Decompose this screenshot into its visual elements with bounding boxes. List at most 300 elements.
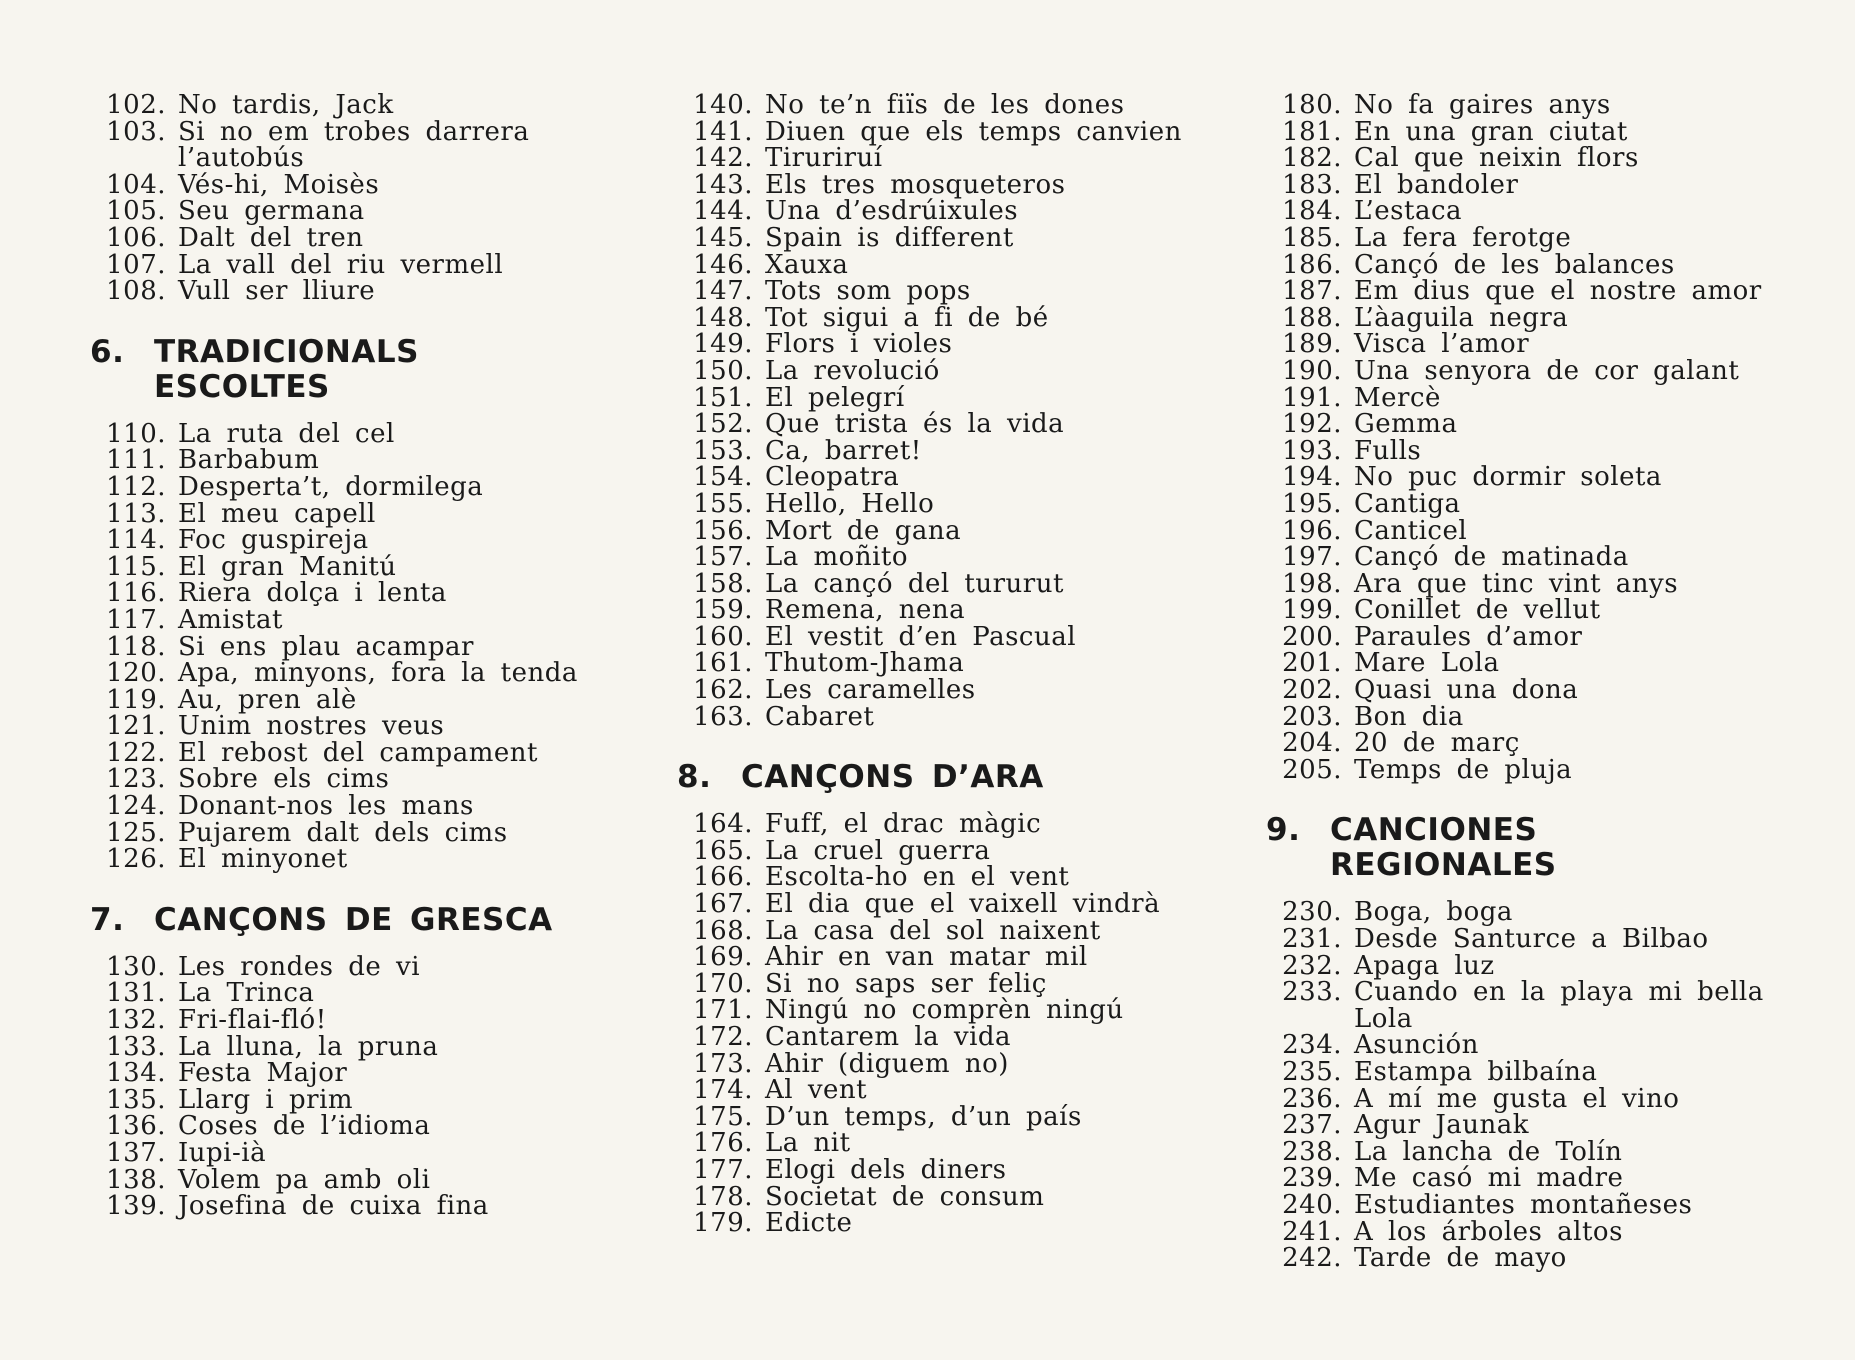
- song-number: 183.: [1282, 169, 1342, 200]
- song-title: Ahir (diguem no): [765, 1048, 1009, 1079]
- song-number: 104.: [106, 169, 166, 200]
- song-number: 165.: [693, 835, 753, 866]
- song-title: Que trista és la vida: [765, 409, 1065, 440]
- song-number: 118.: [106, 631, 166, 662]
- song-number: 205.: [1282, 754, 1342, 785]
- song-entry: [1266, 116, 1766, 147]
- song-number: 176.: [693, 1128, 753, 1159]
- section-heading: [90, 335, 610, 405]
- song-title: Vull ser lliure: [178, 276, 376, 307]
- song-entry: [90, 1031, 610, 1062]
- song-title: A mí me gusta el vino: [1354, 1083, 1680, 1114]
- song-entry: [90, 1140, 610, 1167]
- song-entry: [677, 1154, 1197, 1185]
- song-entry: [1266, 926, 1766, 953]
- song-number: 242.: [1282, 1243, 1342, 1274]
- song-entry: [1266, 597, 1766, 624]
- song-title: Ara que tinc vint anys: [1354, 568, 1679, 599]
- song-number: 121.: [106, 711, 166, 742]
- song-title: Apaga luz: [1354, 950, 1495, 981]
- song-number: 200.: [1282, 621, 1342, 652]
- song-entry: [1266, 568, 1766, 599]
- song-entry: [90, 116, 610, 174]
- song-entry: [90, 660, 610, 687]
- section-title: TRADICIONALS ESCOLTES: [154, 333, 419, 405]
- song-entry: [1266, 169, 1766, 200]
- song-number: 112.: [106, 471, 166, 502]
- song-entry: [677, 811, 1197, 838]
- song-number: 113.: [106, 498, 166, 529]
- song-entry: [677, 435, 1197, 466]
- song-number: 234.: [1282, 1030, 1342, 1061]
- section-heading: [677, 760, 1197, 795]
- song-title: Canticel: [1354, 515, 1468, 546]
- song-entry: [90, 551, 610, 582]
- song-title: A los árboles altos: [1354, 1216, 1623, 1247]
- song-title: No fa gaires anys: [1354, 90, 1611, 120]
- song-entry: [677, 302, 1197, 333]
- song-title: Escolta-ho en el vent: [765, 862, 1070, 893]
- song-entry: [90, 222, 610, 253]
- song-title: Hello, Hello: [765, 488, 935, 519]
- song-number: 231.: [1282, 924, 1342, 955]
- song-number: 193.: [1282, 435, 1342, 466]
- song-title: El vestit d’en Pascual: [765, 621, 1077, 652]
- song-number: 162.: [693, 675, 753, 706]
- song-entry: [1266, 92, 1766, 119]
- song-entry: [1266, 435, 1766, 466]
- song-entry: [90, 278, 610, 305]
- song-entry: [1266, 730, 1766, 757]
- song-title: Boga, boga: [1354, 897, 1513, 928]
- song-title: Paraules d’amor: [1354, 621, 1583, 652]
- song-entry: [1266, 899, 1766, 926]
- song-entry: [677, 222, 1197, 253]
- song-entry: [677, 249, 1197, 280]
- section-title: CANCIONES REGIONALES: [1330, 812, 1557, 884]
- song-number: 136.: [106, 1111, 166, 1142]
- song-entry: [1266, 544, 1766, 571]
- song-title: La lluna, la pruna: [178, 1031, 439, 1062]
- song-number: 145.: [693, 222, 753, 253]
- song-title: No puc dormir soleta: [1354, 462, 1662, 493]
- song-entry: [677, 997, 1197, 1024]
- song-number: 135.: [106, 1084, 166, 1115]
- song-number: 144.: [693, 196, 753, 227]
- song-number: 111.: [106, 445, 166, 476]
- song-number: 177.: [693, 1154, 753, 1185]
- song-entry: [1266, 1165, 1766, 1192]
- section-number: 6.: [90, 333, 125, 370]
- song-entry: [677, 169, 1197, 200]
- song-title: Amistat: [178, 604, 283, 635]
- song-number: 174.: [693, 1075, 753, 1106]
- song-entry: [677, 864, 1197, 891]
- song-entry: [677, 650, 1197, 677]
- song-number: 119.: [106, 684, 166, 715]
- song-number: 171.: [693, 995, 753, 1026]
- song-number: 190.: [1282, 355, 1342, 386]
- song-number: 204.: [1282, 728, 1342, 759]
- song-entry: [90, 169, 610, 200]
- song-title: El minyonet: [178, 844, 348, 875]
- song-title: Mort de gana: [765, 515, 962, 546]
- song-number: 115.: [106, 551, 166, 582]
- song-entry: [90, 92, 610, 119]
- song-number: 123.: [106, 764, 166, 795]
- song-number: 140.: [693, 90, 753, 120]
- song-title: Thutom-Jhama: [765, 648, 965, 679]
- song-number: 233.: [1282, 977, 1342, 1008]
- song-number: 146.: [693, 249, 753, 280]
- song-entry: [1266, 1083, 1766, 1114]
- song-number: 163.: [693, 701, 753, 732]
- song-title: Asunción: [1354, 1030, 1479, 1061]
- song-number: 173.: [693, 1048, 753, 1079]
- song-title: El gran Manitú: [178, 551, 397, 582]
- section-title: CANÇONS D’ARA: [741, 759, 1044, 796]
- song-number: 132.: [106, 1005, 166, 1036]
- song-number: 143.: [693, 169, 753, 200]
- song-entry: [1266, 621, 1766, 652]
- song-number: 238.: [1282, 1136, 1342, 1167]
- song-title: Al vent: [765, 1075, 868, 1106]
- song-title: Si ens plau acampar: [178, 631, 474, 662]
- song-title: Gemma: [1354, 409, 1458, 440]
- song-entry: [677, 411, 1197, 438]
- song-entry: [1266, 464, 1766, 491]
- song-title: Au, pren alè: [178, 684, 357, 715]
- song-entry: [1266, 302, 1766, 333]
- song-number: 182.: [1282, 143, 1342, 174]
- song-number: 187.: [1282, 276, 1342, 307]
- song-entry: [90, 793, 610, 820]
- song-entry: [90, 604, 610, 635]
- song-entry: [90, 198, 610, 225]
- song-title: Ca, barret!: [765, 435, 922, 466]
- song-number: 164.: [693, 809, 753, 840]
- song-title: D’un temps, d’un país: [765, 1101, 1082, 1132]
- song-entry: [1266, 1216, 1766, 1247]
- song-number: 154.: [693, 462, 753, 493]
- section-number: 8.: [677, 759, 712, 796]
- song-title: Visca l’amor: [1354, 329, 1530, 360]
- song-entry: [677, 488, 1197, 519]
- song-number: 175.: [693, 1101, 753, 1132]
- song-number: 124.: [106, 791, 166, 822]
- song-entry: [90, 684, 610, 715]
- song-title: L’àaguila negra: [1354, 302, 1569, 333]
- song-number: 158.: [693, 568, 753, 599]
- song-entry: [90, 817, 610, 848]
- song-entry: [1266, 1189, 1766, 1220]
- song-title: La Trinca: [178, 978, 315, 1009]
- song-number: 181.: [1282, 116, 1342, 147]
- song-number: 192.: [1282, 409, 1342, 440]
- section-heading: [1266, 813, 1766, 883]
- song-entry: [677, 92, 1197, 119]
- song-number: 161.: [693, 648, 753, 679]
- song-number: 188.: [1282, 302, 1342, 333]
- song-title: La cançó del tururut: [765, 568, 1064, 599]
- song-entry: [677, 1101, 1197, 1132]
- song-entry: [1266, 198, 1766, 225]
- song-number: 156.: [693, 515, 753, 546]
- song-title: En una gran ciutat: [1354, 116, 1628, 147]
- song-entry: [677, 1024, 1197, 1051]
- song-entry: [677, 915, 1197, 946]
- song-entry: [90, 766, 610, 793]
- song-number: 151.: [693, 382, 753, 413]
- song-title: Els tres mosqueteros: [765, 169, 1066, 200]
- song-number: 232.: [1282, 950, 1342, 981]
- song-number: 142.: [693, 143, 753, 174]
- song-title: Spain is different: [765, 222, 1014, 253]
- song-entry: [677, 355, 1197, 386]
- song-entry: [90, 249, 610, 280]
- song-number: 235.: [1282, 1057, 1342, 1087]
- song-number: 105.: [106, 196, 166, 227]
- song-number: 137.: [106, 1138, 166, 1168]
- song-title: La moñito: [765, 542, 909, 573]
- song-entry: [677, 891, 1197, 918]
- song-number: 169.: [693, 942, 753, 973]
- song-number: 239.: [1282, 1163, 1342, 1194]
- song-title: Cantiga: [1354, 488, 1461, 519]
- song-number: 117.: [106, 604, 166, 635]
- song-number: 147.: [693, 276, 753, 307]
- song-number: 114.: [106, 525, 166, 556]
- song-title: Cal que neixin flors: [1354, 143, 1639, 174]
- song-entry: [677, 835, 1197, 866]
- song-number: 150.: [693, 355, 753, 386]
- song-entry: [90, 527, 610, 554]
- song-entry: [1266, 701, 1766, 732]
- song-number: 179.: [693, 1208, 753, 1239]
- song-title: Bon dia: [1354, 701, 1464, 732]
- song-title: Ahir en van matar mil: [765, 942, 1088, 973]
- song-entry: [90, 951, 610, 982]
- song-number: 202.: [1282, 675, 1342, 706]
- song-entry: [677, 944, 1197, 971]
- song-number: 116.: [106, 578, 166, 609]
- song-number: 170.: [693, 968, 753, 999]
- song-title: La lancha de Tolín: [1354, 1136, 1623, 1167]
- song-number: 201.: [1282, 648, 1342, 679]
- song-title: La vall del riu vermell: [178, 249, 504, 280]
- song-number: 189.: [1282, 329, 1342, 360]
- song-entry: [1266, 1136, 1766, 1167]
- song-title: El meu capell: [178, 498, 376, 529]
- song-number: 198.: [1282, 568, 1342, 599]
- song-title: Tarde de mayo: [1354, 1243, 1567, 1274]
- song-title: Estudiantes montañeses: [1354, 1189, 1693, 1220]
- song-title: Sobre els cims: [178, 764, 390, 795]
- song-title: Desperta’t, dormilega: [178, 471, 484, 502]
- song-number: 138.: [106, 1164, 166, 1195]
- song-number: 196.: [1282, 515, 1342, 546]
- song-entry: [90, 447, 610, 474]
- song-title: El rebost del campament: [178, 737, 538, 768]
- song-title: El bandoler: [1354, 169, 1519, 200]
- song-title: Tots som pops: [765, 276, 971, 307]
- song-entry: [1266, 515, 1766, 546]
- song-number: 103.: [106, 116, 166, 147]
- song-number: 240.: [1282, 1189, 1342, 1220]
- song-entry: [1266, 1032, 1766, 1059]
- song-number: 107.: [106, 249, 166, 280]
- song-number: 108.: [106, 276, 166, 307]
- song-entry: [90, 1084, 610, 1115]
- song-title: Iupi-ià: [178, 1138, 267, 1168]
- song-title: La cruel guerra: [765, 835, 991, 866]
- song-number: 167.: [693, 889, 753, 920]
- song-entry: [677, 331, 1197, 358]
- song-title: Elogi dels diners: [765, 1154, 1007, 1185]
- song-entry: [90, 1113, 610, 1140]
- song-number: 148.: [693, 302, 753, 333]
- song-number: 125.: [106, 817, 166, 848]
- song-title: Fuff, el drac màgic: [765, 809, 1042, 840]
- song-title: Mare Lola: [1354, 648, 1500, 679]
- song-entry: [90, 1007, 610, 1034]
- song-entry: [1266, 249, 1766, 280]
- song-entry: [1266, 411, 1766, 438]
- song-title: Conillet de vellut: [1354, 595, 1601, 626]
- song-entry: [677, 198, 1197, 225]
- song-entry: [677, 382, 1197, 413]
- song-entry: [1266, 979, 1766, 1032]
- song-title: Remena, nena: [765, 595, 966, 626]
- song-number: 122.: [106, 737, 166, 768]
- song-number: 153.: [693, 435, 753, 466]
- song-entry: [90, 713, 610, 740]
- song-title: Cantarem la vida: [765, 1022, 1012, 1052]
- song-entry: [90, 980, 610, 1007]
- song-title: Xauxa: [765, 249, 849, 280]
- song-column-2: [677, 92, 1197, 1237]
- section-number: 9.: [1266, 812, 1301, 849]
- song-number: 102.: [106, 90, 166, 120]
- song-title: Dalt del tren: [178, 222, 364, 253]
- song-entry: [677, 597, 1197, 624]
- song-title: La fera ferotge: [1354, 222, 1572, 253]
- song-entry: [90, 1164, 610, 1195]
- song-number: 141.: [693, 116, 753, 147]
- song-entry: [1266, 1112, 1766, 1139]
- song-number: 159.: [693, 595, 753, 626]
- song-title: Barbabum: [178, 445, 320, 476]
- song-number: 130.: [106, 951, 166, 982]
- song-entry: [677, 1048, 1197, 1079]
- song-number: 185.: [1282, 222, 1342, 253]
- song-number: 195.: [1282, 488, 1342, 519]
- song-number: 194.: [1282, 462, 1342, 493]
- song-title: Foc guspireja: [178, 525, 369, 556]
- section-heading: [90, 903, 610, 938]
- song-entry: [1266, 488, 1766, 519]
- song-entry: [677, 1210, 1197, 1237]
- song-number: 203.: [1282, 701, 1342, 732]
- song-entry: [677, 515, 1197, 546]
- song-title: Societat de consum: [765, 1181, 1045, 1212]
- song-title: No te’n fiïs de les dones: [765, 90, 1125, 120]
- song-title: Tot sigui a fi de bé: [765, 302, 1049, 333]
- song-title: Festa Major: [178, 1058, 348, 1089]
- song-title: Pujarem dalt dels cims: [178, 817, 508, 848]
- song-entry: [1266, 331, 1766, 358]
- song-title: Fri-flai-fló!: [178, 1005, 327, 1036]
- song-number: 149.: [693, 329, 753, 360]
- song-entry: [1266, 650, 1766, 677]
- song-entry: [677, 1181, 1197, 1212]
- song-title: Cabaret: [765, 701, 875, 732]
- song-entry: [90, 631, 610, 662]
- song-title: Si no em trobes darrera l’autobús: [178, 116, 530, 174]
- song-number: 199.: [1282, 595, 1342, 626]
- song-title: Una d’esdrúixules: [765, 196, 1019, 227]
- song-title: Tiruriruí: [765, 143, 883, 174]
- song-title: Mercè: [1354, 382, 1441, 413]
- song-entry: [677, 701, 1197, 732]
- song-title: La revolució: [765, 355, 940, 386]
- song-title: Agur Jaunak: [1354, 1110, 1530, 1141]
- song-number: 166.: [693, 862, 753, 893]
- song-title: Coses de l’idioma: [178, 1111, 431, 1142]
- song-title: Em dius que el nostre amor: [1354, 276, 1762, 307]
- song-number: 237.: [1282, 1110, 1342, 1141]
- song-number: 197.: [1282, 542, 1342, 573]
- song-title: Desde Santurce a Bilbao: [1354, 924, 1709, 955]
- song-entry: [677, 968, 1197, 999]
- song-number: 110.: [106, 418, 166, 449]
- song-number: 178.: [693, 1181, 753, 1212]
- song-number: 186.: [1282, 249, 1342, 280]
- song-entry: [677, 145, 1197, 172]
- song-entry: [677, 621, 1197, 652]
- song-number: 160.: [693, 621, 753, 652]
- song-column-3: [1266, 92, 1766, 1272]
- song-number: 126.: [106, 844, 166, 875]
- song-title: El pelegrí: [765, 382, 905, 413]
- song-title: No tardis, Jack: [178, 90, 394, 120]
- song-number: 230.: [1282, 897, 1342, 928]
- song-entry: [90, 1060, 610, 1087]
- song-title: Apa, minyons, fora la tenda: [178, 658, 578, 689]
- song-title: Les caramelles: [765, 675, 976, 706]
- song-entry: [677, 1077, 1197, 1104]
- song-number: 133.: [106, 1031, 166, 1062]
- song-title: 20 de març: [1354, 728, 1520, 759]
- song-entry: [677, 568, 1197, 599]
- song-title: Riera dolça i lenta: [178, 578, 447, 609]
- song-title: Josefina de cuixa fina: [178, 1191, 489, 1222]
- song-title: Si no saps ser feliç: [765, 968, 1047, 999]
- song-title: Cançó de matinada: [1354, 542, 1629, 573]
- song-title: Donant-nos les mans: [178, 791, 474, 822]
- song-title: Seu germana: [178, 196, 365, 227]
- song-number: 172.: [693, 1022, 753, 1052]
- song-entry: [90, 737, 610, 768]
- section-title: CANÇONS DE GRESCA: [154, 901, 553, 938]
- song-title: Llarg i prim: [178, 1084, 354, 1115]
- song-number: 241.: [1282, 1216, 1342, 1247]
- song-entry: [90, 846, 610, 873]
- song-entry: [677, 1130, 1197, 1157]
- song-entry: [1266, 677, 1766, 704]
- song-title: Cançó de les balances: [1354, 249, 1675, 280]
- song-title: La nit: [765, 1128, 851, 1159]
